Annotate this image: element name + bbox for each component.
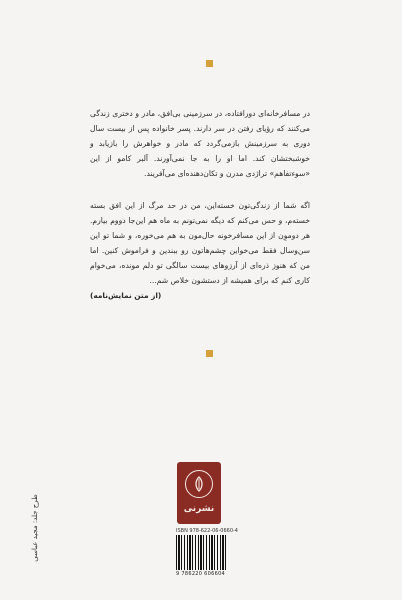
excerpt-source: (از متن نمایش‌نامه)	[90, 291, 162, 300]
blurb-paragraph	[90, 106, 310, 181]
barcode	[176, 535, 226, 570]
publisher-name: نشرنی	[183, 504, 215, 514]
excerpt-text: اگه شما از زندگی‌تون خسته‌این، من در حد مرگ از این افق بسته خسته‌م، و حس می‌کنم که دیگه نمی‌تونم به ماه هم این‌جا دووم بیارم. هر دوموِن از این مسافرخونه حال‌مون به هم می‌خوره، و شما تو این سن‌وسال فقط می‌خواین چشم‌هاتون رو ببندین و فراموش کنین. اما من که هنوز ذره‌ای از آرزوهای بیست سالگی تو دلم مونده، می‌خوام کاری کنم که برای همیشه از دستشون خلاص شم...	[90, 201, 310, 285]
publisher-logo	[177, 462, 221, 524]
excerpt-paragraph	[90, 198, 310, 303]
blurb-text: در مسافرخانه‌ای دورافتاده، در سرزمینی بی‌افق، مادر و دختری زندگی می‌کنند که رؤیای رفتن در سر دارند. پسر خانواده پس از بیست سال دوری به سرزمینش بازمی‌گردد که مادر و خواهرش را بازیابد و خوشبختشان کند. اما او را به جا نمی‌آورند. آلبر کامو از این «سوءتفاهم» تراژدی مدرن و تکان‌دهنده‌ای می‌آفریند.	[90, 109, 310, 178]
reed-icon	[185, 470, 213, 498]
middle-square-ornament	[206, 350, 213, 357]
cover-designer-credit: طرح جلد: مجید عباسی	[31, 494, 39, 562]
barcode-number: 9 786220 606604	[176, 571, 226, 577]
top-square-ornament	[206, 60, 213, 67]
isbn-text: ISBN 978-622-06-0660-4	[176, 528, 238, 534]
